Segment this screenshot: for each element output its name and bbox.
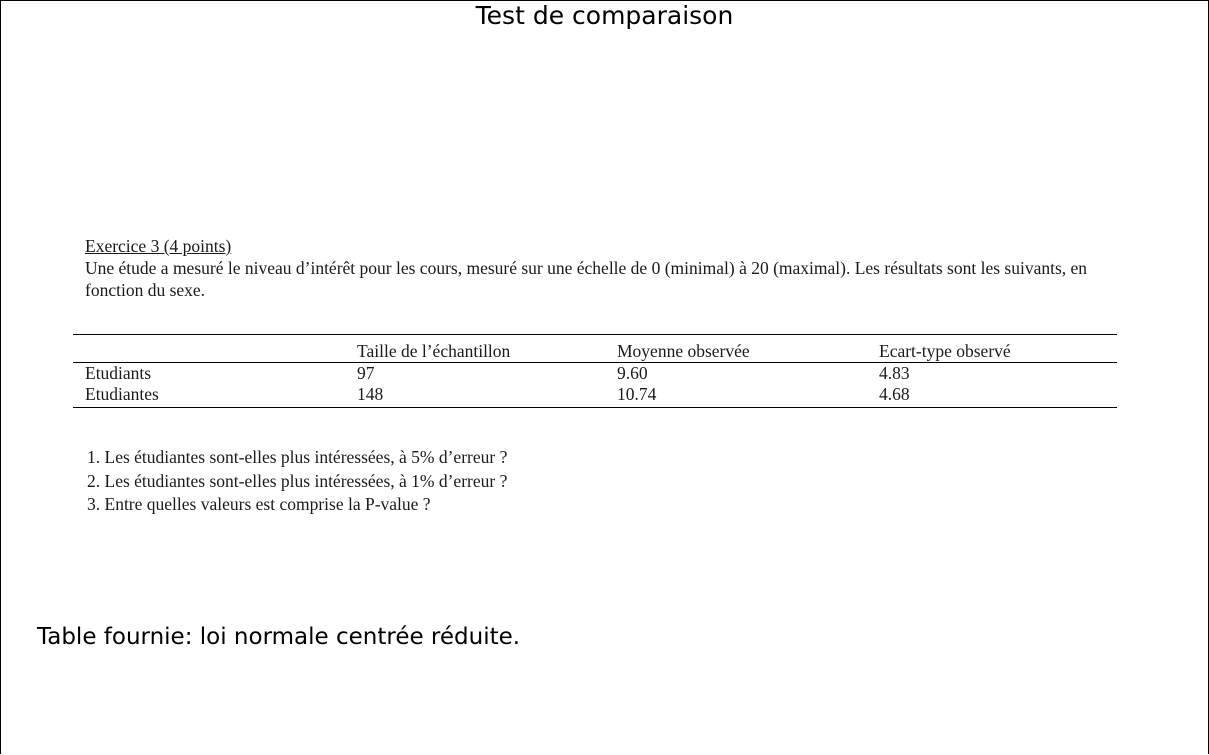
exercise-block [85,235,1125,301]
question-item: 1. Les étudiantes sont-elles plus intéressées, à 5% d’erreur ? [87,447,508,467]
table-cell: 148 [357,384,617,408]
table-cell: Etudiantes [73,384,357,408]
question-item: 2. Les étudiantes sont-elles plus intéressées, à 1% d’erreur ? [87,470,508,491]
slide-title: Test de comparaison [475,1,734,30]
question-list [87,446,507,517]
table-header-cell [73,335,357,363]
table-cell: 4.83 [879,363,910,383]
table-header-row [73,335,1117,363]
table-cell: Etudiants [85,363,152,383]
table-cell: 9.60 [617,363,648,383]
question-item: 3. Entre quelles valeurs est comprise la P-value ? [87,494,431,514]
table-header-cell: Ecart-type observé [879,335,1117,363]
table-cell: 10.74 [617,384,879,408]
table-cell: 97 [357,363,375,383]
exercise-heading: Exercice 3 (4 points) [85,236,232,256]
table-header-cell: Moyenne observée [617,335,879,363]
table-cell: 4.68 [879,384,1117,408]
results-table [73,334,1117,408]
table-header-cell: Taille de l’échantillon [357,335,617,363]
table-row [73,384,1117,408]
exercise-intro: Une étude a mesuré le niveau d’intérêt pour les cours, mesuré sur une échelle de 0 (minimal) à 20 (maximal). Les résultats sont les suivants, en fonction du sexe. [85,258,1088,300]
provided-table-note: Table fournie: loi normale centrée réduite. [37,624,521,650]
table-row [73,363,1117,385]
